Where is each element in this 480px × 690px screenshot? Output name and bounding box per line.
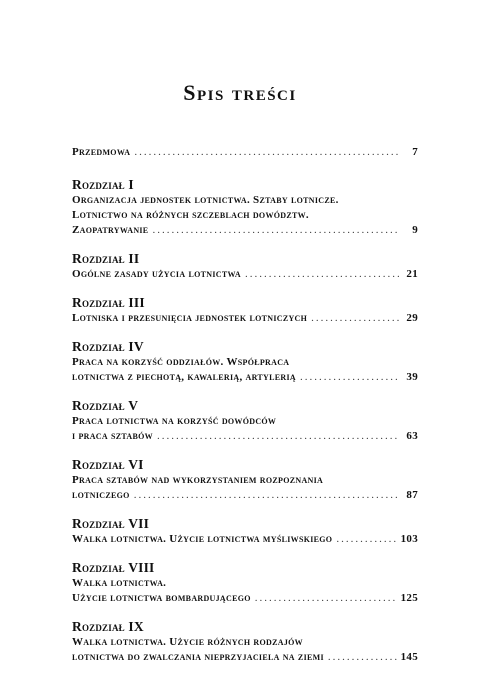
chapter-heading: Rozdział III bbox=[72, 295, 145, 310]
toc-entry[interactable] bbox=[72, 176, 418, 238]
page-number: 29 bbox=[406, 312, 418, 324]
dot-leader bbox=[134, 488, 400, 503]
entry-title-line: Organizacja jednostek lotnictwa. Sztaby lotnicze. bbox=[72, 194, 339, 206]
chapter-heading: Rozdział VI bbox=[72, 457, 144, 472]
entry-title-line: lotniczego bbox=[72, 489, 130, 501]
entry-title-line: lotnictwa do zwalczania nieprzyjaciela na ziemi bbox=[72, 651, 324, 663]
page-number: 39 bbox=[406, 371, 418, 383]
entry-title-line: Praca sztabów nad wykorzystaniem rozpoznania bbox=[72, 474, 324, 486]
dot-leader bbox=[245, 267, 400, 282]
entry-title-row bbox=[72, 532, 418, 547]
toc-entry[interactable] bbox=[72, 515, 418, 547]
dot-leader bbox=[134, 145, 400, 160]
toc-entry[interactable] bbox=[72, 250, 418, 282]
entry-title-line: Zaopatrywanie bbox=[72, 224, 149, 236]
page-number: 145 bbox=[400, 651, 418, 663]
chapter-heading: Rozdział I bbox=[72, 177, 134, 192]
entry-title-line: lotnictwa z piechotą, kawalerią, artylerią bbox=[72, 371, 296, 383]
entry-title-line: Walka lotnictwa. Użycie różnych rodzajów bbox=[72, 636, 303, 648]
page-number: 103 bbox=[400, 533, 418, 545]
toc-entry[interactable] bbox=[72, 397, 418, 444]
entry-title-row bbox=[72, 223, 418, 238]
toc-entry[interactable] bbox=[72, 294, 418, 326]
chapter-heading: Rozdział VII bbox=[72, 516, 150, 531]
dot-leader bbox=[255, 591, 397, 606]
page-number: 9 bbox=[412, 224, 418, 236]
page-number: 63 bbox=[406, 430, 418, 442]
dot-leader bbox=[300, 370, 400, 385]
page-title: Spis treści bbox=[183, 80, 297, 105]
dot-leader bbox=[157, 429, 400, 444]
entry-title-row bbox=[72, 311, 418, 326]
toc-entry[interactable] bbox=[72, 338, 418, 385]
entry-title-row bbox=[72, 429, 418, 444]
entry-title-row bbox=[72, 145, 418, 160]
entry-title-line: Lotnictwo na różnych szczeblach dowództw. bbox=[72, 209, 309, 221]
chapter-heading: Rozdział VIII bbox=[72, 560, 155, 575]
chapter-heading: Rozdział IX bbox=[72, 619, 144, 634]
entry-title-line: Użycie lotnictwa bombardującego bbox=[72, 592, 251, 604]
entry-title-line: Ogólne zasady użycia lotnictwa bbox=[72, 268, 241, 280]
page-number: 87 bbox=[406, 489, 418, 501]
entry-title-line: Praca lotnictwa na korzyść dowódców bbox=[72, 415, 277, 427]
toc-entry[interactable] bbox=[72, 559, 418, 606]
chapter-heading: Rozdział V bbox=[72, 398, 139, 413]
entry-title-row bbox=[72, 591, 418, 606]
entry-title-row bbox=[72, 370, 418, 385]
entry-title-row bbox=[72, 267, 418, 282]
toc-entry[interactable] bbox=[72, 618, 418, 665]
dot-leader bbox=[328, 650, 397, 665]
page-number: 7 bbox=[412, 146, 418, 158]
entry-title-line: Walka lotnictwa. Użycie lotnictwa myśliwskiego bbox=[72, 533, 333, 545]
entry-title-line: i praca sztabów bbox=[72, 430, 153, 442]
entry-title-line: Praca na korzyść oddziałów. Współpraca bbox=[72, 356, 290, 368]
entry-title-row bbox=[72, 488, 418, 503]
entry-title-row bbox=[72, 650, 418, 665]
dot-leader bbox=[152, 223, 400, 238]
entry-title-line: Lotniska i przesunięcia jednostek lotniczych bbox=[72, 312, 308, 324]
dot-leader bbox=[311, 311, 400, 326]
page-number: 21 bbox=[406, 268, 418, 280]
table-of-contents bbox=[72, 145, 418, 677]
toc-entry[interactable] bbox=[72, 456, 418, 503]
chapter-heading: Rozdział II bbox=[72, 251, 140, 266]
toc-entry[interactable] bbox=[72, 145, 418, 160]
entry-title-line: Walka lotnictwa. bbox=[72, 577, 167, 589]
page-number: 125 bbox=[400, 592, 418, 604]
entry-title-line: Przedmowa bbox=[72, 146, 131, 158]
chapter-heading: Rozdział IV bbox=[72, 339, 144, 354]
dot-leader bbox=[336, 532, 396, 547]
